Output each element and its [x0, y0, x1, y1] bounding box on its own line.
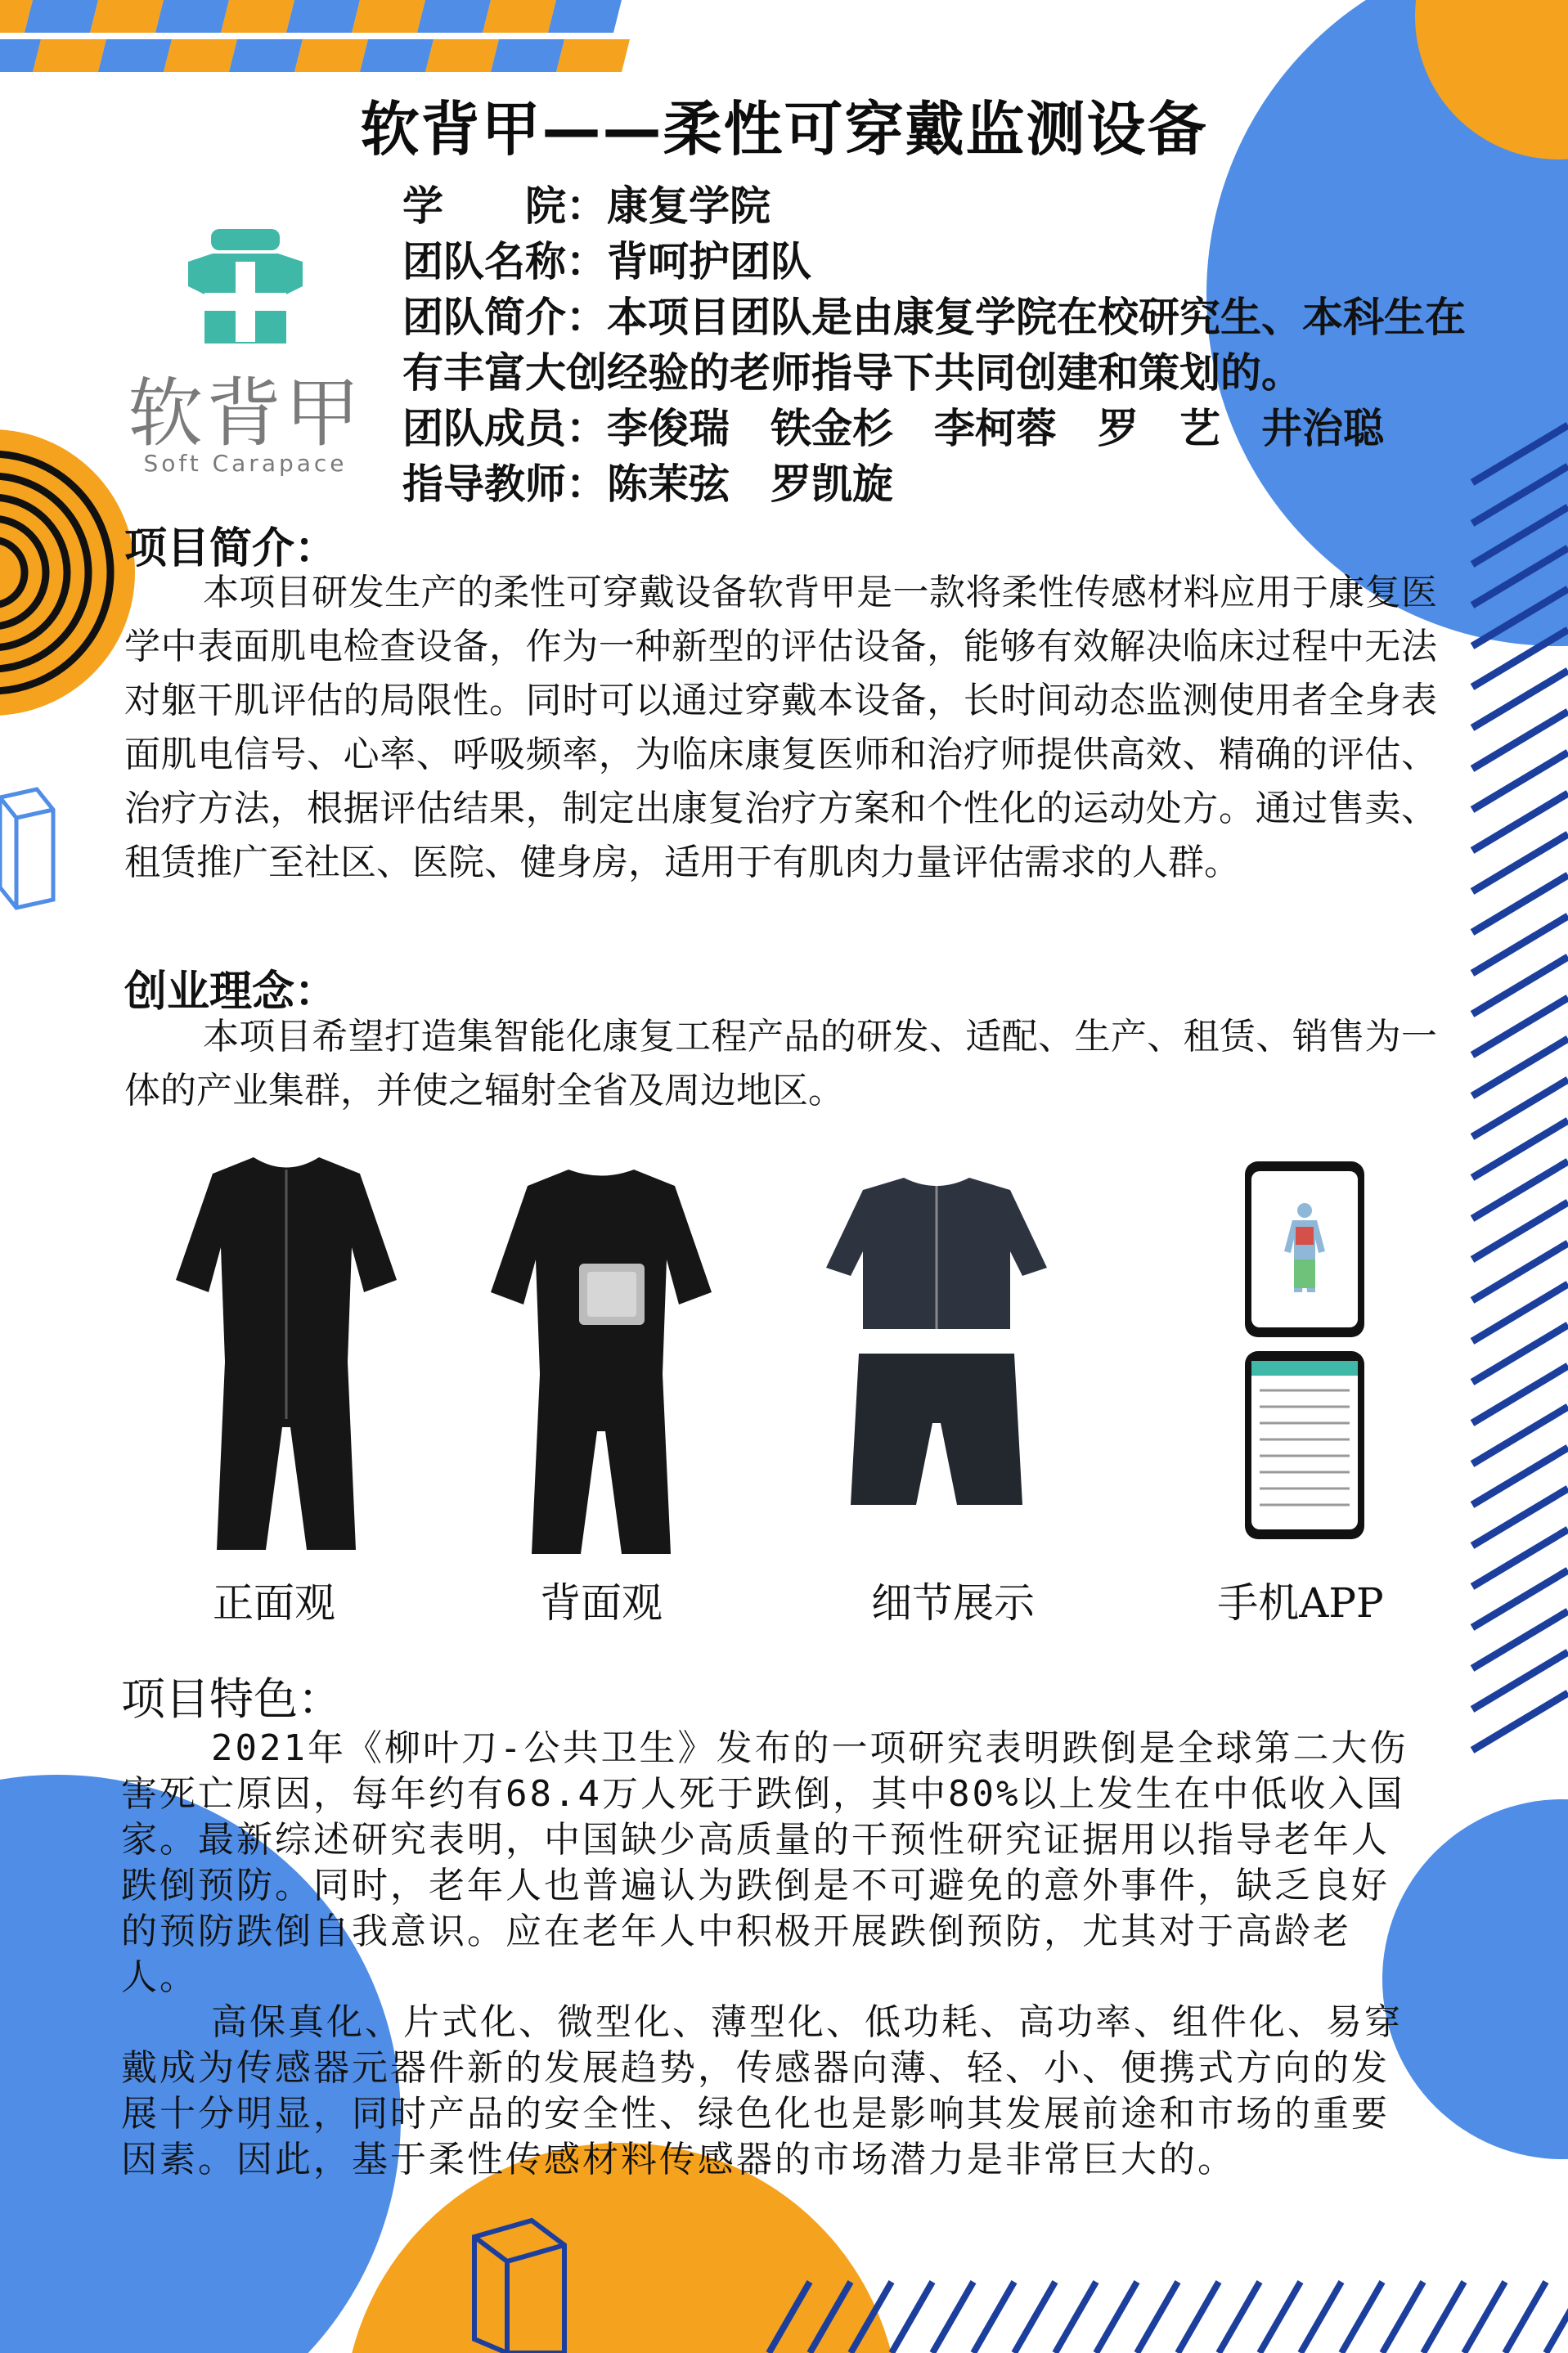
project-intro-text: 本项目研发生产的柔性可穿戴设备软背甲是一款将柔性传感材料应用于康复医学中表面肌电检查设备，作为一种新型的评估设备，能够有效解决临床过程中无法对躯干肌评估的局限性。同时可以通过穿戴本设备，长时间动态监测使用者全身表面肌电信号、心率、呼吸频率，为临床康复医师和治疗师提供高效、精确的评估、治疗方法，根据评估结果，制定出康复治疗方案和个性化的运动处方。通过售卖、租赁推广至社区、医院、健身房，适用于有肌肉力量评估需求的人群。 — [124, 572, 1437, 883]
page-title: 软背甲——柔性可穿戴监测设备 — [360, 95, 1208, 164]
caption-front: 正面观 — [213, 1579, 335, 1627]
bottom-stripes — [769, 2282, 1568, 2353]
features-heading: 项目特色： — [121, 1673, 342, 1725]
top-checker-band — [0, 0, 671, 74]
left-box-outline — [0, 789, 53, 908]
philosophy-heading: 创业理念： — [124, 968, 338, 1017]
suit-back-image — [491, 1170, 712, 1570]
team-intro-line: 团队简介：本项目团队是由康复学院在校研究生、本科生在有丰富大创经验的老师指导下共同创建和策划的。 — [402, 294, 1466, 397]
features-paragraph-1: 2021年《柳叶刀-公共卫生》发布的一项研究表明跌倒是全球第二大伤害死亡原因，每年约有68.4万人死于跌倒，其中80%以上发生在中低收入国家。最新综述研究表明，中国缺少高质量的干预性研究证据用以指导老年人跌倒预防。同时，老年人也普遍认为跌倒是不可避免的意外事件，缺乏良好的预防跌倒自我意识。应在老年人中积极开展跌倒预防，尤其对于高龄老人。 — [121, 1727, 1409, 1998]
philosophy-text: 本项目希望打造集智能化康复工程产品的研发、适配、生产、租赁、销售为一体的产业集群，并使之辐射全省及周边地区。 — [124, 1016, 1437, 1111]
left-target — [0, 429, 135, 716]
logo-name-cn: 软背甲 — [127, 370, 363, 457]
features-paragraph-2: 高保真化、片式化、微型化、薄型化、低功耗、高功率、组件化、易穿戴成为传感器元器件新的发展趋势，传感器向薄、轻、小、便携式方向的发展十分明显，同时产品的安全性、绿色化也是影响其发展前途和市场的重要因素。因此，基于柔性传感材料传感器的市场潜力是非常巨大的。 — [121, 2001, 1403, 2180]
phone-app-image — [1243, 1161, 1366, 1570]
carapace-logo-icon — [123, 222, 368, 353]
product-gallery — [0, 1145, 1568, 1652]
caption-app: 手机APP — [1217, 1579, 1384, 1627]
suit-detail-image — [826, 1178, 1047, 1562]
team-members-line: 团队成员：李俊瑞 铁金杉 李柯蓉 罗 艺 井治聪 — [402, 405, 1384, 452]
advisors-line: 指导教师：陈茉弦 罗凯旋 — [402, 460, 893, 508]
team-name-line: 团队名称：背呵护团队 — [402, 238, 811, 285]
caption-back: 背面观 — [540, 1579, 663, 1627]
caption-detail: 细节展示 — [871, 1579, 1035, 1627]
college-line: 学 院：康复学院 — [402, 182, 771, 230]
suit-front-image — [176, 1157, 397, 1566]
logo — [123, 222, 368, 492]
team-info — [402, 178, 1482, 512]
logo-name-en: Soft Carapace — [143, 450, 348, 477]
project-intro-heading: 项目简介： — [124, 524, 338, 573]
